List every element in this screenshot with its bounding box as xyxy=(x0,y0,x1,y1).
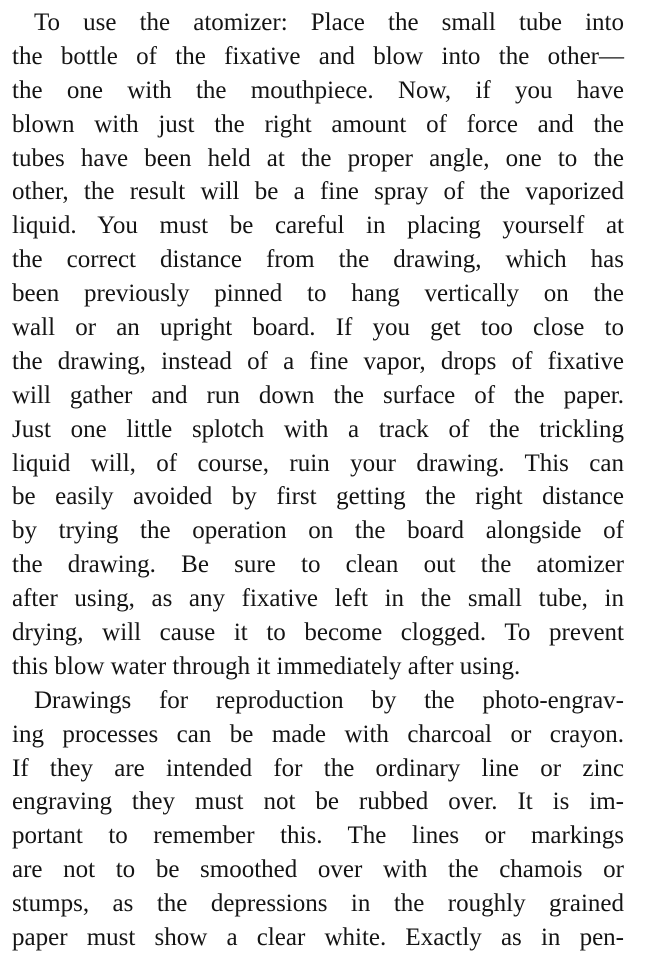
text-line: Just one little splotch with a track of the trickling xyxy=(12,415,624,443)
text-line: this blow water through it immediately after using. xyxy=(12,652,521,680)
text-line: drying, will cause it to become clogged. To prevent xyxy=(12,619,624,647)
text-line: If they are intended for the ordinary line or zinc xyxy=(12,754,624,782)
text-line: the correct distance from the drawing, which has xyxy=(12,246,624,274)
text-line: Drawings for reproduction by the photo-engrav- xyxy=(34,686,624,714)
text-line: wall or an upright board. If you get too close to xyxy=(12,314,624,342)
text-line: blown with just the right amount of force and the xyxy=(12,110,624,138)
text-line: after using, as any fixative left in the small tube, in xyxy=(12,585,624,613)
text-line: To use the atomizer: Place the small tube into xyxy=(34,9,624,36)
text-line: ing processes can be made with charcoal or crayon. xyxy=(12,720,624,748)
paragraph-reproduction xyxy=(12,684,624,955)
text-line: other, the result will be a fine spray of the vaporized xyxy=(12,178,624,206)
text-line: are not to be smoothed over with the chamois or xyxy=(12,856,624,884)
text-line: be easily avoided by first getting the right distance xyxy=(12,483,624,511)
text-line: liquid will, of course, ruin your drawing. This can xyxy=(12,449,624,477)
text-line: the one with the mouthpiece. Now, if you have xyxy=(12,76,624,104)
text-line: liquid. You must be careful in placing yourself at xyxy=(12,212,624,240)
text-line: been previously pinned to hang vertically on the xyxy=(12,280,624,308)
text-line: the drawing, instead of a fine vapor, drops of fixative xyxy=(12,347,624,375)
text-line: tubes have been held at the proper angle, one to the xyxy=(12,144,624,172)
page-text xyxy=(12,6,624,955)
text-line: engraving they must not be rubbed over. It is im- xyxy=(12,788,624,816)
text-line: paper must show a clear white. Exactly as in pen- xyxy=(12,924,624,952)
paragraph-atomizer xyxy=(12,6,624,684)
text-line: by trying the operation on the board alongside of xyxy=(12,517,624,545)
text-line: the bottle of the fixative and blow into the other— xyxy=(12,42,624,70)
text-line: will gather and run down the surface of the paper. xyxy=(12,381,624,409)
text-line: stumps, as the depressions in the roughly grained xyxy=(12,890,624,918)
text-line: the drawing. Be sure to clean out the atomizer xyxy=(12,551,624,579)
text-line: portant to remember this. The lines or markings xyxy=(12,822,624,850)
